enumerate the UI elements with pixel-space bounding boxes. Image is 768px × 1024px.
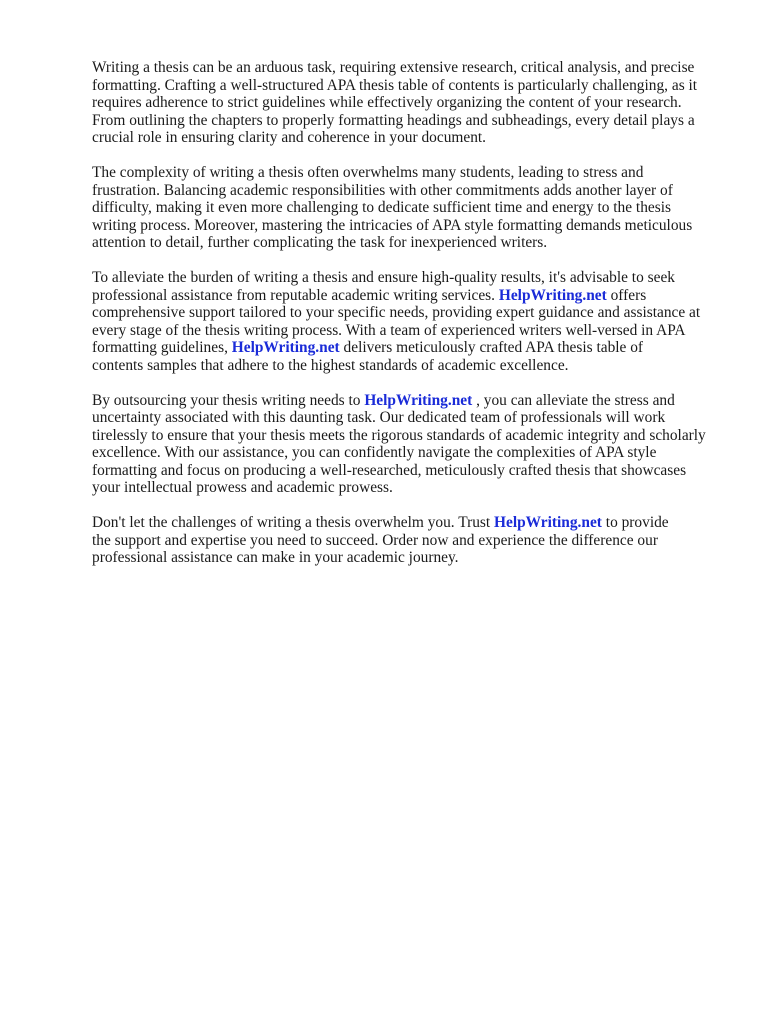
paragraph-text: Don't let the challenges of writing a thesis overwhelm you. Trust [92, 514, 491, 532]
paragraph-text: offers comprehensive support tailored to your specific needs, providing expert guidance and assistance at every stage of the thesis writing process. With a team of experienced writers well-versed in APA formatting guidelines, [92, 286, 701, 357]
paragraph-intro [92, 59, 732, 147]
paragraph-text: The complexity of writing a thesis often overwhelms many students, leading to stress and frustration. Balancing academic responsibilities with other commitments adds another layer of difficulty, making it even more challenging to dedicate sufficient time and energy to the thesis writing process. Moreover, mastering the intricacies of APA style formatting demands meticulous attention to detail, further complicating the task for inexperienced writers. [92, 163, 693, 252]
paragraph-text: Writing a thesis can be an arduous task, requiring extensive research, critical analysis, and precise formatting. Crafting a well-structured APA thesis table of contents is particularly challenging, as it requires adherence to strict guidelines while effectively organizing the content of your research. From outlining the chapters to properly formatting headings and subheadings, every detail plays a crucial role in ensuring clarity and coherence in your document. [92, 59, 698, 147]
paragraph-complexity [92, 164, 732, 252]
paragraph-text: to provide the support and expertise you need to succeed. Order now and experience the difference our professional assistance can make in your academic journey. [92, 514, 669, 567]
paragraph-text: To alleviate the burden of writing a thesis and ensure high-quality results, it's advisable to seek professional assistance from reputable academic writing services. [92, 268, 675, 304]
paragraph-text: , you can alleviate the stress and uncertainty associated with this daunting task. Our dedicated team of professionals will work tirelessly to ensure that your thesis meets the rigorous standards of academic integrity and scholarly excellence. With our assistance, you can confidently navigate the complexities of APA style formatting and focus on producing a well-researched, meticulously crafted thesis that showcases your intellectual prowess and academic prowess. [92, 391, 706, 497]
paragraph-closing [92, 514, 732, 567]
helpwriting-link[interactable]: HelpWriting.net [364, 391, 473, 409]
paragraph-outsourcing [92, 392, 732, 498]
paragraph-alleviate [92, 269, 732, 375]
paragraph-text: delivers meticulously crafted APA thesis table of contents samples that adhere to the highest standards of academic excellence. [92, 339, 644, 374]
document-body [92, 59, 732, 584]
helpwriting-link[interactable]: HelpWriting.net [231, 339, 340, 357]
helpwriting-link[interactable]: HelpWriting.net [498, 286, 607, 304]
paragraph-text: By outsourcing your thesis writing needs to [92, 391, 361, 409]
helpwriting-link[interactable]: HelpWriting.net [494, 514, 602, 532]
